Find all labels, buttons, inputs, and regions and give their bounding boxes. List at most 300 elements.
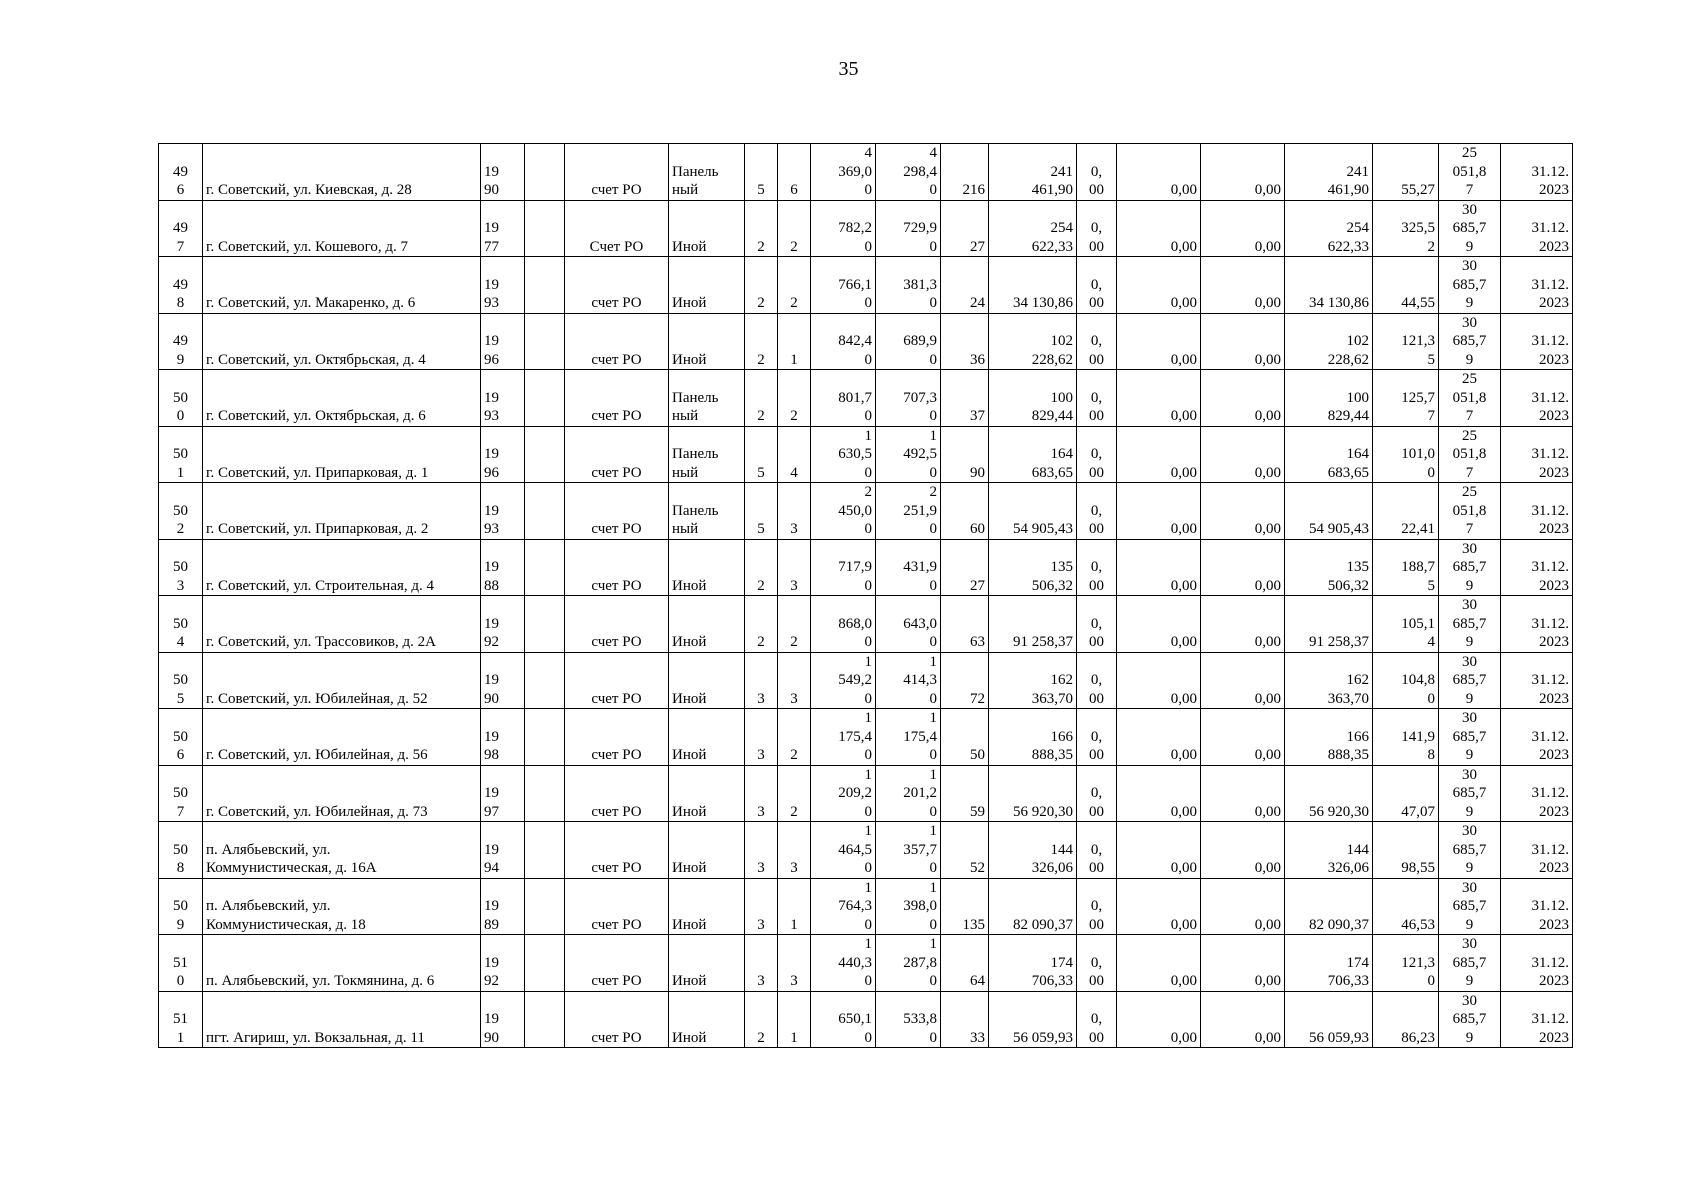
cell-area-total-line: 1 bbox=[864, 823, 872, 839]
cell-entrances bbox=[778, 878, 811, 935]
cell-completion-date-line: 31.12. bbox=[1531, 898, 1569, 914]
cell-fund-method-line: Счет РО bbox=[589, 238, 644, 255]
cell-fund-owners bbox=[1285, 765, 1373, 822]
cell-floors bbox=[745, 878, 778, 935]
cell-residents-line: 59 bbox=[970, 803, 985, 820]
cell-area-living bbox=[876, 765, 941, 822]
table-body bbox=[159, 144, 1573, 1048]
cell-completion-date-line: 31.12. bbox=[1531, 672, 1569, 688]
cell-fund-b-line: 0,00 bbox=[1170, 690, 1197, 707]
cell-area-total bbox=[811, 822, 876, 879]
table-row bbox=[159, 257, 1573, 314]
cell-limit-cost-line: 30 bbox=[1462, 823, 1477, 839]
cell-fund-method-line: счет РО bbox=[591, 747, 642, 763]
cell-wall-material bbox=[669, 539, 745, 596]
cell-fund-b bbox=[1117, 935, 1201, 992]
cell-area-living-line: 414,3 bbox=[903, 672, 937, 688]
cell-limit-cost-line: 7 bbox=[1465, 408, 1474, 424]
cell-fund-a bbox=[1077, 878, 1117, 935]
cell-completion-date bbox=[1501, 200, 1573, 257]
cell-fund-method-line: счет РО bbox=[591, 916, 642, 933]
cell-fund-method bbox=[565, 483, 669, 540]
cell-fund-owners-line: 82 090,37 bbox=[1309, 916, 1369, 933]
cell-year-line: 19 bbox=[484, 446, 499, 462]
cell-limit-cost-line: 7 bbox=[1465, 464, 1474, 481]
cell-address bbox=[203, 991, 481, 1048]
cell-fund-b-line: 0,00 bbox=[1170, 1029, 1197, 1046]
cell-floors bbox=[745, 257, 778, 314]
cell-cost-total bbox=[989, 822, 1077, 879]
cell-year bbox=[481, 483, 525, 540]
cell-address-line: п. Алябьевский, ул. bbox=[206, 898, 331, 914]
cell-limit-cost bbox=[1439, 709, 1501, 766]
cell-area-total-line: 0 bbox=[864, 690, 872, 707]
cell-year-line: 93 bbox=[484, 408, 499, 424]
cell-row-number-line: 51 bbox=[173, 1011, 188, 1027]
cell-floors bbox=[745, 426, 778, 483]
table-row bbox=[159, 765, 1573, 822]
cell-row-number-line: 5 bbox=[176, 690, 185, 707]
cell-row-number bbox=[159, 652, 203, 709]
cell-fund-owners-line: 162 bbox=[1346, 672, 1369, 688]
cell-limit-cost-line: 685,7 bbox=[1452, 954, 1487, 971]
table-row bbox=[159, 822, 1573, 879]
cell-area-living-line: 492,5 bbox=[903, 446, 937, 462]
cell-fund-a bbox=[1077, 709, 1117, 766]
cell-year-line: 19 bbox=[484, 163, 499, 180]
cell-row-number bbox=[159, 765, 203, 822]
cell-address-line: пгт. Агириш, ул. Вокзальная, д. 11 bbox=[206, 1029, 425, 1046]
cell-completion-date-line: 2023 bbox=[1539, 238, 1569, 255]
cell-fund-a-line: 00 bbox=[1089, 747, 1104, 763]
cell-completion-date-line: 31.12. bbox=[1531, 1011, 1569, 1027]
cell-entrances-line: 2 bbox=[790, 238, 798, 255]
cell-residents bbox=[941, 935, 989, 992]
cell-fund-b bbox=[1117, 709, 1201, 766]
cell-floors bbox=[745, 313, 778, 370]
cell-area-total-line: 0 bbox=[864, 860, 872, 876]
cell-cost-total-line: 91 258,37 bbox=[1013, 634, 1073, 650]
cell-fund-a bbox=[1077, 313, 1117, 370]
cell-empty bbox=[525, 539, 565, 596]
cell-address bbox=[203, 878, 481, 935]
cell-fund-a-line: 00 bbox=[1089, 634, 1104, 650]
cell-row-number-line: 2 bbox=[176, 521, 185, 537]
cell-year-line: 19 bbox=[484, 1011, 499, 1027]
cell-year-line: 90 bbox=[484, 182, 499, 198]
cell-area-total-line: 801,7 bbox=[838, 389, 872, 406]
cell-year-line: 19 bbox=[484, 333, 499, 349]
cell-wall-material-line: Иной bbox=[672, 577, 707, 594]
cell-unit-cost bbox=[1373, 257, 1439, 314]
cell-limit-cost-line: 9 bbox=[1465, 860, 1474, 876]
cell-address-line: г. Советский, ул. Трассовиков, д. 2А bbox=[206, 634, 436, 650]
cell-year-line: 89 bbox=[484, 916, 499, 933]
cell-address-line: г. Советский, ул. Киевская, д. 28 bbox=[206, 182, 412, 198]
cell-year bbox=[481, 144, 525, 201]
cell-residents-line: 52 bbox=[970, 860, 985, 876]
cell-residents-line: 24 bbox=[970, 295, 985, 311]
cell-limit-cost bbox=[1439, 765, 1501, 822]
page-number: 35 bbox=[838, 58, 859, 80]
cell-wall-material-line: Иной bbox=[672, 295, 707, 311]
cell-year bbox=[481, 765, 525, 822]
cell-address bbox=[203, 539, 481, 596]
cell-area-total bbox=[811, 652, 876, 709]
cell-area-living-line: 1 bbox=[929, 427, 937, 444]
cell-fund-owners-line: 228,62 bbox=[1327, 351, 1369, 368]
cell-area-living-line: 431,9 bbox=[903, 559, 937, 575]
cell-area-living-line: 2 bbox=[929, 484, 937, 500]
cell-area-total-line: 1 bbox=[864, 653, 872, 670]
cell-area-living-line: 0 bbox=[929, 916, 937, 933]
cell-fund-c-line: 0,00 bbox=[1254, 464, 1281, 481]
cell-row-number-line: 50 bbox=[173, 898, 188, 914]
cell-fund-owners bbox=[1285, 878, 1373, 935]
cell-limit-cost bbox=[1439, 370, 1501, 427]
cell-fund-c bbox=[1201, 539, 1285, 596]
cell-limit-cost-line: 30 bbox=[1462, 201, 1477, 218]
cell-cost-total bbox=[989, 483, 1077, 540]
cell-unit-cost-line: 86,23 bbox=[1401, 1029, 1435, 1046]
cell-unit-cost-line: 141,9 bbox=[1401, 728, 1435, 745]
cell-area-living-line: 0 bbox=[929, 860, 937, 876]
cell-area-living-line: 0 bbox=[929, 973, 937, 989]
cell-limit-cost-line: 30 bbox=[1462, 710, 1477, 726]
cell-fund-method bbox=[565, 765, 669, 822]
cell-fund-a-line: 0, bbox=[1090, 728, 1103, 745]
cell-fund-a bbox=[1077, 426, 1117, 483]
cell-year bbox=[481, 822, 525, 879]
cell-limit-cost bbox=[1439, 935, 1501, 992]
cell-entrances-line: 3 bbox=[790, 577, 798, 594]
cell-fund-owners-line: 461,90 bbox=[1327, 182, 1369, 198]
cell-limit-cost bbox=[1439, 426, 1501, 483]
cell-row-number-line: 7 bbox=[176, 238, 185, 255]
cell-fund-a bbox=[1077, 596, 1117, 653]
cell-floors-line: 2 bbox=[757, 295, 765, 311]
cell-fund-method bbox=[565, 200, 669, 257]
cell-floors bbox=[745, 822, 778, 879]
cell-year-line: 19 bbox=[484, 841, 499, 858]
cell-wall-material-line: Панель bbox=[672, 446, 719, 462]
cell-cost-total-line: 162 bbox=[1050, 672, 1073, 688]
cell-year-line: 96 bbox=[484, 351, 499, 368]
cell-residents-line: 36 bbox=[970, 351, 985, 368]
cell-completion-date-line: 2023 bbox=[1539, 803, 1569, 820]
cell-limit-cost-line: 30 bbox=[1462, 540, 1477, 557]
cell-fund-method-line: счет РО bbox=[591, 634, 642, 650]
table-row bbox=[159, 313, 1573, 370]
cell-unit-cost bbox=[1373, 652, 1439, 709]
cell-completion-date bbox=[1501, 878, 1573, 935]
cell-residents bbox=[941, 991, 989, 1048]
cell-cost-total-line: 34 130,86 bbox=[1013, 295, 1073, 311]
cell-year-line: 19 bbox=[484, 220, 499, 236]
cell-cost-total-line: 82 090,37 bbox=[1013, 916, 1073, 933]
cell-fund-owners-line: 706,33 bbox=[1327, 973, 1369, 989]
cell-year-line: 19 bbox=[484, 615, 499, 632]
cell-completion-date-line: 31.12. bbox=[1531, 559, 1569, 575]
cell-area-total-line: 4 bbox=[864, 145, 872, 161]
cell-fund-owners bbox=[1285, 313, 1373, 370]
cell-year-line: 19 bbox=[484, 559, 499, 575]
cell-fund-a-line: 00 bbox=[1089, 860, 1104, 876]
cell-cost-total-line: 363,70 bbox=[1031, 690, 1073, 707]
cell-entrances-line: 3 bbox=[790, 860, 798, 876]
cell-fund-a bbox=[1077, 144, 1117, 201]
cell-fund-c-line: 0,00 bbox=[1254, 803, 1281, 820]
cell-year bbox=[481, 313, 525, 370]
cell-area-total-line: 450,0 bbox=[838, 502, 872, 519]
cell-area-living-line: 0 bbox=[929, 408, 937, 424]
cell-entrances-line: 6 bbox=[790, 182, 798, 198]
cell-row-number-line: 6 bbox=[176, 747, 185, 763]
cell-entrances bbox=[778, 200, 811, 257]
cell-unit-cost bbox=[1373, 313, 1439, 370]
cell-completion-date bbox=[1501, 935, 1573, 992]
cell-fund-owners bbox=[1285, 483, 1373, 540]
cell-completion-date-line: 31.12. bbox=[1531, 615, 1569, 632]
cell-residents-line: 216 bbox=[962, 182, 985, 198]
cell-area-total-line: 1 bbox=[864, 936, 872, 952]
cell-fund-method bbox=[565, 652, 669, 709]
cell-fund-c-line: 0,00 bbox=[1254, 238, 1281, 255]
cell-unit-cost-line: 55,27 bbox=[1401, 182, 1435, 198]
cell-completion-date-line: 31.12. bbox=[1531, 333, 1569, 349]
cell-limit-cost-line: 7 bbox=[1465, 182, 1474, 198]
cell-entrances bbox=[778, 313, 811, 370]
cell-fund-method bbox=[565, 426, 669, 483]
cell-completion-date-line: 31.12. bbox=[1531, 220, 1569, 236]
cell-year-line: 19 bbox=[484, 954, 499, 971]
cell-wall-material bbox=[669, 483, 745, 540]
cell-limit-cost bbox=[1439, 991, 1501, 1048]
cell-address-line: п. Алябьевский, ул. Токмянина, д. 6 bbox=[206, 973, 435, 989]
cell-empty bbox=[525, 257, 565, 314]
cell-row-number-line: 51 bbox=[173, 954, 188, 971]
cell-fund-c-line: 0,00 bbox=[1254, 973, 1281, 989]
cell-entrances-line: 2 bbox=[790, 747, 798, 763]
cell-row-number bbox=[159, 991, 203, 1048]
cell-completion-date-line: 2023 bbox=[1539, 916, 1569, 933]
cell-address bbox=[203, 765, 481, 822]
cell-completion-date bbox=[1501, 822, 1573, 879]
cell-fund-method bbox=[565, 822, 669, 879]
cell-limit-cost bbox=[1439, 822, 1501, 879]
cell-area-total-line: 0 bbox=[864, 1029, 872, 1046]
cell-area-total-line: 464,5 bbox=[838, 841, 872, 858]
cell-area-total-line: 0 bbox=[864, 464, 872, 481]
cell-area-living bbox=[876, 822, 941, 879]
cell-area-total-line: 0 bbox=[864, 182, 872, 198]
cell-limit-cost bbox=[1439, 144, 1501, 201]
cell-area-living-line: 0 bbox=[929, 464, 937, 481]
cell-row-number-line: 49 bbox=[173, 220, 188, 236]
cell-cost-total-line: 164 bbox=[1050, 446, 1073, 462]
cell-wall-material bbox=[669, 709, 745, 766]
cell-cost-total-line: 241 bbox=[1050, 163, 1073, 180]
cell-unit-cost bbox=[1373, 144, 1439, 201]
cell-fund-owners-line: 102 bbox=[1346, 333, 1369, 349]
table-row bbox=[159, 709, 1573, 766]
cell-cost-total-line: 461,90 bbox=[1031, 182, 1073, 198]
cell-completion-date-line: 31.12. bbox=[1531, 502, 1569, 519]
cell-empty bbox=[525, 483, 565, 540]
cell-fund-a-line: 0, bbox=[1090, 446, 1103, 462]
cell-address bbox=[203, 822, 481, 879]
cell-empty bbox=[525, 200, 565, 257]
cell-area-living bbox=[876, 878, 941, 935]
cell-address bbox=[203, 709, 481, 766]
cell-floors-line: 3 bbox=[757, 747, 765, 763]
cell-floors bbox=[745, 144, 778, 201]
cell-area-living-line: 201,2 bbox=[903, 785, 937, 801]
cell-completion-date-line: 31.12. bbox=[1531, 276, 1569, 293]
cell-area-total bbox=[811, 765, 876, 822]
cell-fund-a bbox=[1077, 935, 1117, 992]
cell-entrances bbox=[778, 426, 811, 483]
cell-fund-owners bbox=[1285, 200, 1373, 257]
cell-cost-total bbox=[989, 200, 1077, 257]
cell-fund-a-line: 00 bbox=[1089, 973, 1104, 989]
cell-wall-material-line: Иной bbox=[672, 860, 707, 876]
cell-area-living-line: 381,3 bbox=[903, 276, 937, 293]
cell-cost-total-line: 144 bbox=[1050, 841, 1073, 858]
cell-fund-c bbox=[1201, 596, 1285, 653]
cell-empty bbox=[525, 652, 565, 709]
cell-unit-cost bbox=[1373, 370, 1439, 427]
cell-entrances-line: 2 bbox=[790, 295, 798, 311]
cell-address bbox=[203, 426, 481, 483]
cell-row-number bbox=[159, 539, 203, 596]
cell-area-living-line: 533,8 bbox=[903, 1011, 937, 1027]
cell-year bbox=[481, 370, 525, 427]
cell-fund-owners-line: 135 bbox=[1346, 559, 1369, 575]
cell-fund-method bbox=[565, 539, 669, 596]
cell-year-line: 19 bbox=[484, 785, 499, 801]
cell-fund-a-line: 00 bbox=[1089, 1029, 1104, 1046]
cell-wall-material-line: ный bbox=[672, 521, 699, 537]
cell-address-line: Коммунистическая, д. 18 bbox=[206, 916, 366, 933]
cell-fund-a-line: 0, bbox=[1090, 841, 1103, 858]
cell-residents-line: 37 bbox=[970, 408, 985, 424]
cell-entrances bbox=[778, 144, 811, 201]
cell-unit-cost-line: 98,55 bbox=[1401, 860, 1435, 876]
cell-completion-date-line: 2023 bbox=[1539, 973, 1569, 989]
cell-address-line: г. Советский, ул. Макаренко, д. 6 bbox=[206, 295, 416, 311]
cell-unit-cost-line: 8 bbox=[1427, 747, 1435, 763]
cell-area-total bbox=[811, 313, 876, 370]
cell-cost-total bbox=[989, 652, 1077, 709]
cell-limit-cost bbox=[1439, 878, 1501, 935]
cell-row-number bbox=[159, 370, 203, 427]
cell-area-total bbox=[811, 596, 876, 653]
cell-fund-owners bbox=[1285, 991, 1373, 1048]
cell-completion-date bbox=[1501, 709, 1573, 766]
cell-area-total-line: 0 bbox=[864, 916, 872, 933]
cell-residents-line: 27 bbox=[970, 238, 985, 255]
cell-fund-b-line: 0,00 bbox=[1170, 521, 1197, 537]
cell-area-total-line: 0 bbox=[864, 408, 872, 424]
cell-fund-method-line: счет РО bbox=[591, 577, 642, 594]
cell-floors-line: 3 bbox=[757, 973, 765, 989]
cell-fund-owners-line: 56 059,93 bbox=[1309, 1029, 1369, 1046]
cell-limit-cost-line: 051,8 bbox=[1452, 163, 1487, 180]
cell-cost-total-line: 506,32 bbox=[1031, 577, 1073, 594]
cell-wall-material-line: Панель bbox=[672, 163, 719, 180]
cell-unit-cost-line: 0 bbox=[1427, 973, 1435, 989]
cell-fund-b bbox=[1117, 370, 1201, 427]
cell-unit-cost-line: 121,3 bbox=[1401, 954, 1435, 971]
cell-fund-b-line: 0,00 bbox=[1170, 747, 1197, 763]
cell-area-total-line: 842,4 bbox=[838, 333, 872, 349]
cell-cost-total-line: 166 bbox=[1050, 728, 1073, 745]
cell-fund-b bbox=[1117, 426, 1201, 483]
cell-fund-a-line: 0, bbox=[1090, 615, 1103, 632]
cell-fund-c bbox=[1201, 426, 1285, 483]
cell-wall-material bbox=[669, 878, 745, 935]
cell-area-living bbox=[876, 483, 941, 540]
cell-fund-a-line: 00 bbox=[1089, 408, 1104, 424]
cell-residents bbox=[941, 313, 989, 370]
cell-row-number bbox=[159, 144, 203, 201]
cell-entrances bbox=[778, 257, 811, 314]
cell-address-line: Коммунистическая, д. 16А bbox=[206, 860, 377, 876]
cell-limit-cost-line: 685,7 bbox=[1452, 1011, 1487, 1027]
cell-wall-material bbox=[669, 765, 745, 822]
cell-fund-b bbox=[1117, 539, 1201, 596]
cell-limit-cost-line: 25 bbox=[1462, 484, 1477, 500]
cell-area-living bbox=[876, 313, 941, 370]
cell-fund-owners-line: 683,65 bbox=[1327, 464, 1369, 481]
cell-wall-material-line: Иной bbox=[672, 747, 707, 763]
cell-area-total bbox=[811, 709, 876, 766]
cell-fund-a-line: 0, bbox=[1090, 502, 1103, 519]
cell-area-total bbox=[811, 878, 876, 935]
cell-unit-cost-line: 0 bbox=[1427, 464, 1435, 481]
cell-fund-a-line: 0, bbox=[1090, 220, 1103, 236]
cell-fund-owners bbox=[1285, 370, 1373, 427]
cell-residents-line: 135 bbox=[962, 916, 985, 933]
cell-entrances bbox=[778, 539, 811, 596]
cell-floors bbox=[745, 935, 778, 992]
cell-area-total-line: 0 bbox=[864, 634, 872, 650]
cell-entrances bbox=[778, 935, 811, 992]
cell-entrances-line: 2 bbox=[790, 408, 798, 424]
table-row bbox=[159, 652, 1573, 709]
cell-area-living bbox=[876, 935, 941, 992]
cell-fund-b bbox=[1117, 483, 1201, 540]
cell-unit-cost-line: 44,55 bbox=[1401, 295, 1435, 311]
cell-fund-a bbox=[1077, 200, 1117, 257]
cell-area-total-line: 782,2 bbox=[838, 220, 872, 236]
cell-area-total bbox=[811, 991, 876, 1048]
cell-area-living-line: 0 bbox=[929, 634, 937, 650]
cell-row-number-line: 49 bbox=[173, 276, 188, 293]
cell-fund-owners-line: 326,06 bbox=[1327, 860, 1369, 876]
cell-unit-cost-line: 125,7 bbox=[1401, 389, 1435, 406]
cell-unit-cost bbox=[1373, 200, 1439, 257]
cell-entrances-line: 2 bbox=[790, 634, 798, 650]
cell-fund-owners-line: 506,32 bbox=[1327, 577, 1369, 594]
cell-limit-cost-line: 685,7 bbox=[1452, 898, 1487, 914]
cell-limit-cost bbox=[1439, 257, 1501, 314]
cell-cost-total bbox=[989, 596, 1077, 653]
cell-area-living-line: 1 bbox=[929, 766, 937, 783]
cell-area-living-line: 0 bbox=[929, 521, 937, 537]
cell-area-total-line: 369,0 bbox=[838, 163, 872, 180]
